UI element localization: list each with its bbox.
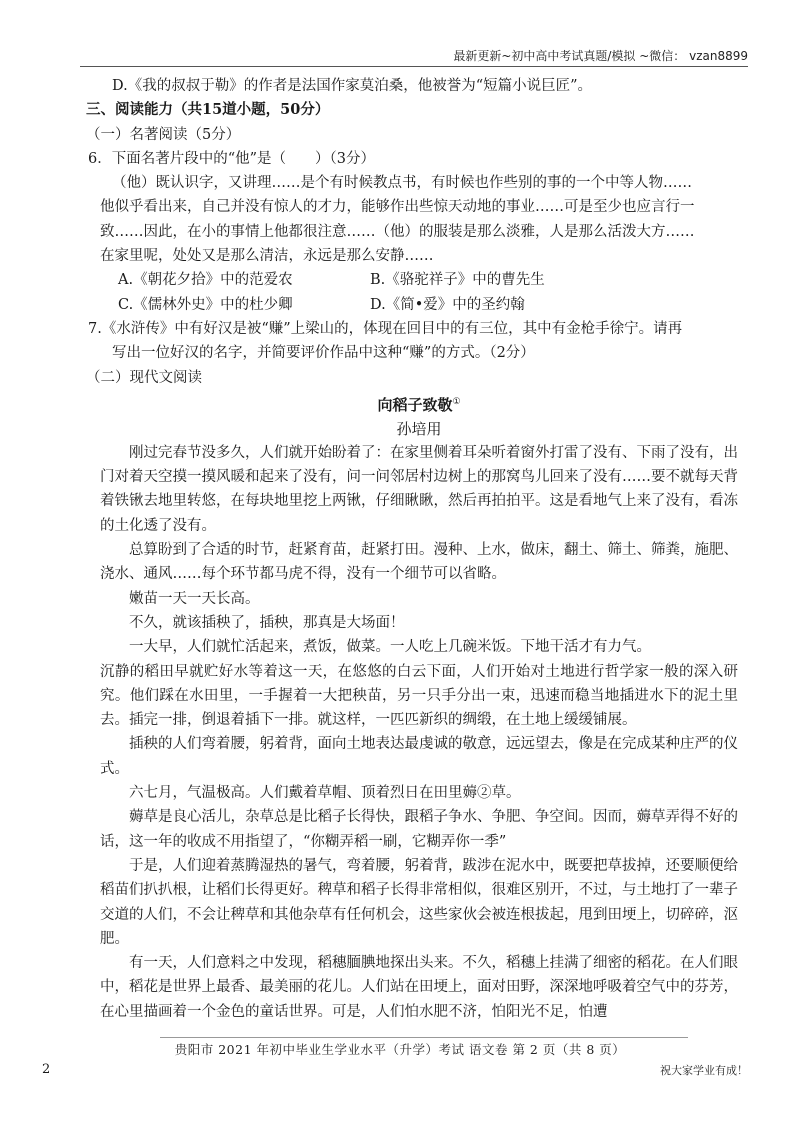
footer-wish: 祝大家学业有成！ [660,1064,748,1077]
article-paragraph: 总算盼到了合适的时节，赶紧育苗，赶紧打田。漫种、上水，做床，翻土、筛土、筛粪，施肥、浇水、通风……每个环节都马虎不得，没有一个细节可以省略。 [100,542,738,583]
article-title-footnote-mark: ① [452,396,461,407]
article-author: 孙培用 [396,419,442,438]
article-paragraph: 不久，就该插秧了，插秧，那真是大场面！ [129,614,405,631]
page-number: 2 [42,1062,51,1077]
question-7-line-1: 7.《水浒传》中有好汉是被“赚”上梁山的，体现在回目中的有三位，其中有金枪手徐宁。请再 [88,320,683,337]
passage-line: 在家里呢，处处又是那么清洁，永远是那么安静…… [100,248,434,265]
article-paragraph: 有一天，人们意料之中发现，稻穗腼腆地探出头来。不久，稻穗上挂满了细密的稻花。在人们眼中，稻花是世界上最香、最美丽的花儿。人们站在田埂上，面对田野，深深地呼吸着空气中的芬芳，在心里描画着一个金色的童话世界。可是，人们怕水肥不济，怕阳光不足，怕遭 [100,955,738,1020]
section-three-heading: 三、阅读能力（共15道小题，50分） [86,101,330,119]
article-paragraph: 嫩苗一天一天长高。 [129,590,260,607]
subsection-one-heading: （一）名著阅读（5分） [86,126,241,143]
footer-divider [160,1037,688,1038]
passage-line: 致……因此，在小的事情上他都很注意……（他）的服装是那么淡雅，人是那么活泼大方…… [100,223,695,240]
header-note: 最新更新~初中高中考试真题/模拟 ~微信： vzan8899 [453,49,748,63]
passage-line: 他似乎看出来，自己并没有惊人的才力，能够作出些惊天动地的事业……可是至少也应言行一 [100,199,695,216]
article-paragraph: 薅草是良心活儿，杂草总是比稻子长得快，跟稻子争水、争肥、争空间。因而，薅草弄得不好的话，这一年的收成不用指望了，“你糊弄稻一刷，它糊弄你一季” [100,809,738,850]
question-6-options-row-2 [100,293,738,317]
option-a: A.《朝花夕拾》中的范爱农 [118,272,293,289]
option-c: C.《儒林外史》中的杜少卿 [118,296,293,313]
article-paragraph: 一大早，人们就忙活起来，煮饭，做菜。一人吃上几碗米饭。下地干活才有力气。 [129,639,651,656]
article-title-text: 向稻子致敬 [377,395,453,414]
article-paragraph: 六七月，气温极高。人们戴着草帽、顶着烈日在田里薅②草。 [129,785,521,802]
question-6-stem: 6．下面名著片段中的“他”是（ ）（3分） [88,150,376,167]
passage-line: （他）既认识字，又讲理……是个有时候教点书，有时候也作些别的事的一个中等人物…… [112,175,692,192]
article-paragraph: 插秧的人们弯着腰，躬着背，面向土地表达最虔诚的敬意，远远望去，像是在完成某种庄严的仪式。 [100,736,738,777]
question-6-passage [100,171,738,268]
article-paragraph: 沉静的稻田早就贮好水等着这一天，在悠悠的白云下面，人们开始对土地进行哲学家一般的深入研究。他们踩在水田里，一手握着一大把秧苗，另一只手分出一束，迅速而稳当地插进水下的泥土里去。插完一排，倒退着插下一排。就这样，一匹匹新织的绸缎，在土地上缓缓铺展。 [100,663,738,729]
option-b: B.《骆驼祥子》中的曹先生 [370,272,545,289]
question-7-line-2: 写出一位好汉的名字，并简要评价作品中这种“赚”的方式。（2分） [112,345,535,362]
article-paragraph: 刚过完春节没多久，人们就开始盼着了：在家里侧着耳朵听着窗外打雷了没有、下雨了没有，出门对着天空摸一摸风暖和起来了没有，问一问邻居村边树上的那窝鸟儿回来了没有……要不就每天背着铁锹去地里转悠，在每块地里挖上两锹，仔细瞅瞅，然后再拍拍平。这是看地气上来了没有，看冻的土化透了没有。 [100,444,738,534]
footer-exam-info: 贵阳市 2021 年初中毕业生学业水平（升学）考试 语文卷 第 2 页（共 8 页） [174,1042,626,1057]
question-6-options-row-1 [100,268,738,292]
page-content [86,74,738,1024]
subsection-two-heading: （二）现代文阅读 [86,369,202,386]
option-d: D.《简•爱》中的圣约翰 [370,296,525,313]
article-title [100,390,738,417]
header-divider [80,66,748,67]
article-body [100,441,738,1024]
article-paragraph: 于是，人们迎着蒸腾湿热的暑气，弯着腰，躬着背，跋涉在泥水中，既要把草拔掉，还要顺便给稻苗们扒扒根，让稻们长得更好。稗草和稻子长得非常相似，很难区别开，不过，与土地打了一辈子交道的人们，不会让稗草和其他杂草有任何机会，这些家伙会被连根拔起，甩到田埂上，切碎碎，沤肥。 [100,857,738,947]
option-d-previous: D.《我的叔叔于勒》的作者是法国作家莫泊桑，他被誉为“短篇小说巨匠”。 [112,78,593,94]
